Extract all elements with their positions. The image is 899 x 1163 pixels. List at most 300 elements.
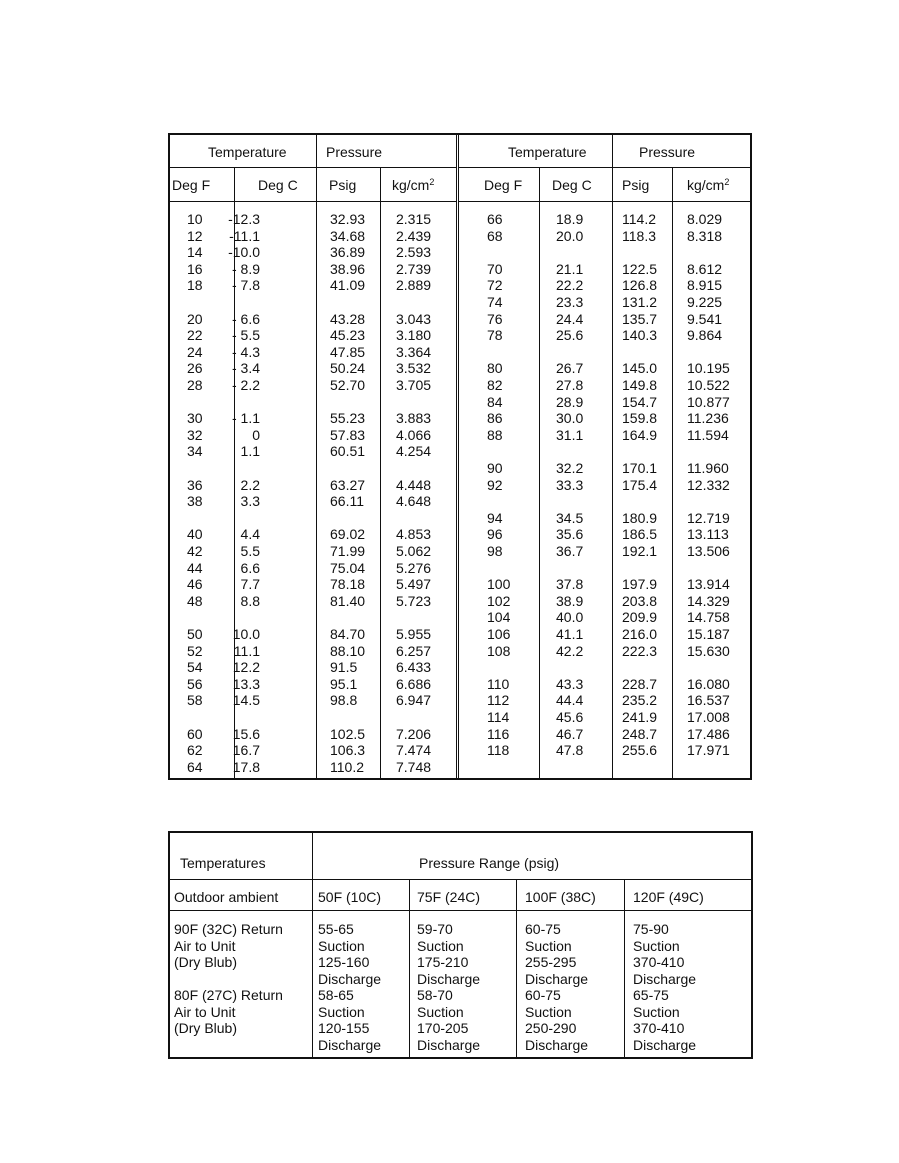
- table-row: [459, 311, 750, 328]
- table-row: [170, 742, 456, 759]
- kg-cm2-cell: 9.225: [687, 294, 723, 310]
- kg-cm2-cell: 11.236: [687, 410, 729, 427]
- header-group-row: [459, 135, 750, 168]
- range-value: 60-75: [525, 921, 561, 937]
- deg-f-cell: 72: [487, 277, 503, 294]
- deg-c-cell: -10.0: [228, 244, 260, 261]
- deg-f-cell: 76: [487, 310, 503, 327]
- range-type: Suction: [417, 937, 464, 954]
- kg-cm2-cell: 13.113: [687, 526, 729, 543]
- deg-f-header: Deg F: [172, 177, 211, 193]
- deg-c-cell: 34.5: [556, 509, 584, 526]
- range-type: Suction: [525, 937, 572, 954]
- condition-label: [174, 921, 283, 971]
- kg-cm2-cell: 15.630: [687, 642, 730, 659]
- deg-c-cell: 18.9: [556, 211, 584, 227]
- temperature-group-header: Temperature: [208, 144, 287, 160]
- column-divider: [516, 879, 517, 1057]
- table-row: [170, 659, 456, 676]
- kg-cm2-cell: 3.043: [396, 310, 432, 327]
- table-row: [459, 410, 750, 427]
- deg-c-cell: 21.1: [556, 260, 584, 277]
- deg-f-cell: 96: [487, 526, 503, 543]
- condition-label-line: 90F (32C) Return: [174, 921, 283, 937]
- deg-c-cell: 27.8: [556, 377, 584, 393]
- table-row: [459, 294, 750, 311]
- pt-table-left-half: [170, 135, 459, 778]
- psig-cell: 75.04: [330, 559, 366, 576]
- kg-cm2-cell: 7.748: [396, 758, 432, 775]
- psig-cell: 66.11: [330, 493, 364, 510]
- psig-cell: 102.5: [330, 725, 366, 742]
- deg-c-cell: 15.6: [232, 725, 260, 742]
- deg-f-cell: 108: [487, 642, 511, 659]
- pressure-temperature-table: [168, 133, 752, 780]
- range-value: 370-410: [633, 1020, 685, 1037]
- range-type: Suction: [633, 937, 680, 954]
- table-row: [459, 261, 750, 278]
- pressure-group-header: Pressure: [639, 144, 696, 160]
- deg-c-cell: 1.1: [240, 443, 260, 460]
- table-row: [170, 443, 456, 460]
- deg-c-cell: 20.0: [556, 227, 584, 244]
- kg-cm2-cell: 8.612: [687, 260, 723, 277]
- kg-cm2-cell: 7.206: [396, 725, 432, 742]
- kg-cm2-cell: 5.723: [396, 592, 432, 609]
- deg-c-cell: 4.4: [240, 526, 260, 543]
- deg-f-cell: 28: [187, 377, 203, 393]
- condition-label-line: 80F (27C) Return: [174, 987, 283, 1003]
- table-row: [170, 311, 456, 328]
- deg-f-cell: 32: [187, 426, 203, 443]
- deg-f-cell: 44: [187, 559, 203, 576]
- deg-f-cell: 58: [187, 692, 203, 709]
- deg-c-cell: 37.8: [556, 576, 584, 593]
- table-row: [459, 576, 750, 593]
- deg-c-cell: 31.1: [556, 426, 584, 443]
- temperatures-header: Temperatures: [180, 855, 266, 871]
- table-row: [459, 742, 750, 759]
- table-row: [170, 427, 456, 444]
- range-cell: [417, 987, 480, 1053]
- psig-cell: 69.02: [330, 526, 366, 543]
- psig-cell: 95.1: [330, 675, 358, 692]
- table-row: [170, 377, 456, 394]
- deg-f-cell: 64: [187, 758, 203, 775]
- psig-cell: 98.8: [330, 692, 358, 709]
- pressure-range-header: Pressure Range (psig): [419, 855, 560, 871]
- psig-cell: 55.23: [330, 410, 366, 427]
- table-row: [170, 593, 456, 610]
- psig-cell: 197.9: [622, 576, 658, 593]
- kg-cm2-cell: 4.648: [396, 493, 432, 510]
- row-divider: [170, 910, 751, 911]
- deg-f-cell: 14: [187, 244, 203, 261]
- temperature-group-header: Temperature: [508, 144, 587, 160]
- range-value: 75-90: [633, 921, 669, 937]
- kg-cm2-cell: 12.332: [687, 476, 730, 493]
- deg-c-cell: 6.6: [240, 559, 260, 576]
- table-row: [170, 543, 456, 560]
- deg-c-cell: 33.3: [556, 476, 584, 493]
- deg-c-cell: 36.7: [556, 543, 584, 559]
- range-cell: [633, 987, 696, 1053]
- range-cell: [633, 921, 696, 987]
- deg-c-cell: - 7.8: [231, 277, 260, 294]
- psig-cell: 140.3: [622, 327, 658, 344]
- superscript-2: 2: [429, 177, 435, 187]
- table-row: [170, 526, 456, 543]
- kg-cm2-cell: 4.853: [396, 526, 432, 543]
- table-row: [459, 643, 750, 660]
- deg-f-cell: 118: [487, 742, 510, 759]
- deg-c-cell: 8.8: [240, 592, 260, 609]
- range-value: 60-75: [525, 987, 561, 1003]
- kg-cm2-cell: 12.719: [687, 509, 730, 526]
- table-row: [459, 726, 750, 743]
- row-divider: [170, 879, 751, 880]
- psig-cell: 34.68: [330, 227, 366, 244]
- table-row: [459, 692, 750, 709]
- table-row: [459, 394, 750, 411]
- psig-cell: 159.8: [622, 410, 658, 427]
- kg-cm2-cell: 6.257: [396, 642, 432, 659]
- psig-cell: 131.2: [622, 294, 658, 310]
- range-value: 58-70: [417, 987, 453, 1003]
- psig-cell: 216.0: [622, 626, 658, 642]
- kg-cm2-cell: 11.594: [687, 426, 729, 443]
- deg-c-header: Deg C: [258, 177, 298, 193]
- psig-cell: 235.2: [622, 692, 658, 709]
- table-row: [459, 526, 750, 543]
- table-row: [170, 692, 456, 709]
- table-row: [170, 244, 456, 261]
- kg-cm2-cell: 5.955: [396, 626, 432, 642]
- deg-c-cell: 43.3: [556, 675, 584, 692]
- deg-c-cell: - 4.3: [231, 343, 260, 360]
- table-row: [170, 277, 456, 294]
- range-type: Discharge: [633, 1036, 697, 1053]
- ambient-120f: 120F (49C): [633, 889, 704, 905]
- kg-cm2-cell: 8.318: [687, 227, 723, 244]
- kg-cm2-cell: 10.877: [687, 393, 730, 410]
- kg-cm2-cell: 17.971: [687, 742, 730, 759]
- range-cell: [318, 987, 381, 1053]
- deg-f-cell: 20: [187, 310, 203, 327]
- deg-f-cell: 116: [487, 725, 510, 742]
- deg-f-cell: 94: [487, 509, 503, 526]
- kg-cm2-cell: 7.474: [396, 742, 432, 759]
- psig-cell: 47.85: [330, 343, 366, 360]
- deg-f-cell: 42: [187, 543, 203, 559]
- range-type: Discharge: [417, 970, 481, 987]
- deg-c-cell: - 5.5: [231, 327, 260, 344]
- table-row: [459, 460, 750, 477]
- deg-f-cell: 38: [187, 493, 203, 510]
- psig-cell: 78.18: [330, 576, 366, 593]
- ambient-100f: 100F (38C): [525, 889, 596, 905]
- table-row: [459, 427, 750, 444]
- table-row: [459, 676, 750, 693]
- deg-c-cell: 16.7: [232, 742, 260, 759]
- table-row: [459, 477, 750, 494]
- deg-f-cell: 60: [187, 725, 203, 742]
- table-row: [459, 626, 750, 643]
- deg-c-cell: 25.6: [556, 327, 584, 344]
- table-row: [459, 228, 750, 245]
- deg-c-cell: 35.6: [556, 526, 584, 543]
- kg-cm2-cell: 8.915: [687, 277, 723, 294]
- range-value: 58-65: [318, 987, 354, 1003]
- deg-c-cell: 13.3: [232, 675, 260, 692]
- table-row: [459, 709, 750, 726]
- range-type: Suction: [318, 937, 365, 954]
- psig-cell: 126.8: [622, 277, 658, 294]
- deg-f-cell: 70: [487, 260, 503, 277]
- deg-c-cell: 42.2: [556, 642, 584, 659]
- psig-cell: 41.09: [330, 277, 366, 294]
- deg-c-cell: -12.3: [228, 211, 260, 227]
- psig-cell: 43.28: [330, 310, 366, 327]
- table-row: [459, 377, 750, 394]
- deg-c-cell: 3.3: [240, 493, 260, 510]
- psig-cell: 170.1: [622, 460, 658, 476]
- kg-cm2-cell: 3.705: [396, 377, 432, 393]
- kg-cm2-header: [687, 177, 729, 193]
- deg-c-cell: -11.1: [229, 227, 260, 244]
- deg-f-cell: 54: [187, 659, 203, 676]
- kg-cm2-cell: 11.960: [687, 460, 729, 476]
- kg-cm2-cell: 5.276: [396, 559, 432, 576]
- range-type: Discharge: [318, 970, 382, 987]
- deg-f-cell: 68: [487, 227, 503, 244]
- psig-cell: 209.9: [622, 609, 658, 626]
- range-type: Suction: [525, 1003, 572, 1020]
- psig-cell: 118.3: [622, 227, 656, 244]
- deg-f-cell: 26: [187, 360, 203, 377]
- table-row: [170, 726, 456, 743]
- deg-f-cell: 112: [487, 692, 510, 709]
- deg-c-cell: 22.2: [556, 277, 584, 294]
- column-header-row: [459, 168, 750, 202]
- psig-cell: 186.5: [622, 526, 658, 543]
- deg-f-cell: 22: [187, 327, 203, 344]
- condition-label-line: Air to Unit: [174, 1003, 236, 1020]
- range-type: Suction: [318, 1003, 365, 1020]
- deg-f-header: Deg F: [484, 177, 523, 193]
- deg-f-cell: 106: [487, 626, 511, 642]
- deg-c-cell: 24.4: [556, 310, 584, 327]
- deg-f-cell: 84: [487, 393, 503, 410]
- deg-c-cell: 28.9: [556, 393, 584, 410]
- psig-cell: 248.7: [622, 725, 658, 742]
- range-type: Discharge: [318, 1036, 382, 1053]
- table-row: [459, 277, 750, 294]
- deg-f-cell: 74: [487, 294, 503, 310]
- kg-cm2-cell: 3.883: [396, 410, 432, 427]
- deg-c-cell: 38.9: [556, 592, 584, 609]
- psig-cell: 203.8: [622, 592, 658, 609]
- psig-cell: 175.4: [622, 476, 658, 493]
- ambient-50f: 50F (10C): [318, 889, 382, 905]
- table-row: [170, 360, 456, 377]
- pressure-group-header: Pressure: [326, 144, 383, 160]
- range-cell: [417, 921, 480, 987]
- psig-cell: 84.70: [330, 626, 366, 642]
- kg-cm2-cell: 3.364: [396, 343, 432, 360]
- column-divider: [624, 879, 625, 1057]
- psig-cell: 164.9: [622, 426, 658, 443]
- psig-cell: 91.5: [330, 659, 358, 676]
- range-type: Suction: [633, 1003, 680, 1020]
- condition-label-line: Air to Unit: [174, 937, 236, 954]
- table-row: [170, 344, 456, 361]
- kg-cm2-cell: 6.433: [396, 659, 432, 676]
- psig-cell: 36.89: [330, 244, 366, 261]
- kg-cm2-cell: 2.315: [396, 211, 432, 227]
- table-row: [459, 510, 750, 527]
- range-cell: [318, 921, 381, 987]
- range-value: 370-410: [633, 954, 685, 971]
- psig-cell: 63.27: [330, 476, 366, 493]
- table-row: [459, 543, 750, 560]
- deg-f-cell: 10: [187, 211, 203, 227]
- condition-label: [174, 987, 283, 1037]
- kg-cm2-cell: 17.008: [687, 709, 730, 725]
- deg-c-cell: 5.5: [240, 543, 260, 559]
- kg-cm2-cell: 2.889: [396, 277, 432, 294]
- deg-c-cell: 41.1: [556, 626, 584, 642]
- kg-cm2-cell: 17.486: [687, 725, 730, 742]
- deg-f-cell: 98: [487, 543, 503, 559]
- kg-cm2-cell: 2.439: [396, 227, 432, 244]
- pressure-range-table: [168, 831, 753, 1059]
- table-row: [170, 560, 456, 577]
- deg-f-cell: 62: [187, 742, 203, 759]
- header-group-row: [170, 135, 456, 168]
- kg-cm2-cell: 10.522: [687, 377, 730, 393]
- kg-cm2-header: [392, 177, 434, 193]
- deg-f-cell: 114: [487, 709, 510, 725]
- kg-cm2-cell: 5.062: [396, 543, 432, 559]
- deg-f-cell: 40: [187, 526, 203, 543]
- deg-f-cell: 48: [187, 592, 203, 609]
- deg-c-header: Deg C: [552, 177, 592, 193]
- range-type: Discharge: [525, 1036, 589, 1053]
- psig-cell: 149.8: [622, 377, 658, 393]
- psig-cell: 122.5: [622, 260, 658, 277]
- kg-cm2-cell: 4.254: [396, 443, 432, 460]
- kg-cm2-cell: 14.758: [687, 609, 730, 626]
- kg-cm2-cell: 14.329: [687, 592, 730, 609]
- deg-f-cell: 16: [187, 260, 203, 277]
- deg-c-cell: 23.3: [556, 294, 584, 310]
- condition-label-line: (Dry Blub): [174, 1020, 238, 1037]
- pt-table-right-half: [459, 135, 750, 778]
- table-row: [170, 643, 456, 660]
- table-row: [170, 626, 456, 643]
- range-cell: [525, 921, 588, 987]
- column-divider: [312, 833, 313, 1057]
- kg-cm2-cell: 6.686: [396, 675, 432, 692]
- table-row: [459, 211, 750, 228]
- deg-f-cell: 52: [187, 642, 203, 659]
- deg-f-cell: 30: [187, 410, 203, 427]
- condition-label-line: (Dry Blub): [174, 954, 238, 971]
- deg-c-cell: 44.4: [556, 692, 584, 709]
- table-row: [459, 593, 750, 610]
- column-header-row: [170, 168, 456, 202]
- deg-f-cell: 46: [187, 576, 203, 593]
- psig-cell: 145.0: [622, 360, 658, 377]
- kg-cm2-cell: 8.029: [687, 211, 723, 227]
- deg-c-cell: - 1.1: [231, 410, 260, 427]
- deg-c-cell: 30.0: [556, 410, 584, 427]
- psig-cell: 50.24: [330, 360, 366, 377]
- superscript-2: 2: [724, 177, 730, 187]
- kg-cm2-cell: 3.180: [396, 327, 432, 344]
- table-row: [459, 609, 750, 626]
- kg-cm-label: kg/cm: [392, 177, 430, 193]
- psig-header: Psig: [622, 177, 650, 193]
- table-row: [170, 327, 456, 344]
- table-row: [170, 493, 456, 510]
- kg-cm2-cell: 16.537: [687, 692, 730, 709]
- psig-cell: 45.23: [330, 327, 366, 344]
- psig-cell: 88.10: [330, 642, 366, 659]
- psig-header: Psig: [329, 177, 357, 193]
- deg-c-cell: 45.6: [556, 709, 584, 725]
- deg-f-cell: 110: [487, 675, 510, 692]
- deg-f-cell: 12: [187, 227, 203, 244]
- deg-c-cell: 40.0: [556, 609, 584, 626]
- deg-c-cell: 10.0: [232, 626, 260, 642]
- psig-cell: 255.6: [622, 742, 658, 759]
- psig-cell: 52.70: [330, 377, 366, 393]
- table-row: [170, 211, 456, 228]
- table-row: [170, 410, 456, 427]
- deg-c-cell: 26.7: [556, 360, 584, 377]
- range-cell: [525, 987, 588, 1053]
- column-divider: [409, 879, 410, 1057]
- psig-cell: 114.2: [622, 211, 656, 227]
- kg-cm2-cell: 13.506: [687, 543, 730, 559]
- deg-f-cell: 34: [187, 443, 203, 460]
- kg-cm2-cell: 9.541: [687, 310, 723, 327]
- deg-c-cell: - 3.4: [231, 360, 260, 377]
- deg-c-cell: 11.1: [233, 642, 260, 659]
- deg-f-cell: 100: [487, 576, 511, 593]
- deg-f-cell: 82: [487, 377, 503, 393]
- deg-f-cell: 80: [487, 360, 503, 377]
- deg-c-cell: 47.8: [556, 742, 584, 759]
- range-value: 255-295: [525, 954, 577, 971]
- range-value: 250-290: [525, 1020, 577, 1037]
- table-row: [170, 477, 456, 494]
- deg-f-cell: 18: [187, 277, 203, 294]
- deg-f-cell: 66: [487, 211, 503, 227]
- table-row: [170, 759, 456, 776]
- range-value: 55-65: [318, 921, 354, 937]
- deg-f-cell: 86: [487, 410, 503, 427]
- deg-f-cell: 92: [487, 476, 503, 493]
- kg-cm2-cell: 9.864: [687, 327, 723, 344]
- kg-cm2-cell: 6.947: [396, 692, 432, 709]
- psig-cell: 222.3: [622, 642, 658, 659]
- psig-cell: 154.7: [622, 393, 658, 410]
- deg-f-cell: 50: [187, 626, 203, 642]
- kg-cm-label: kg/cm: [687, 177, 725, 193]
